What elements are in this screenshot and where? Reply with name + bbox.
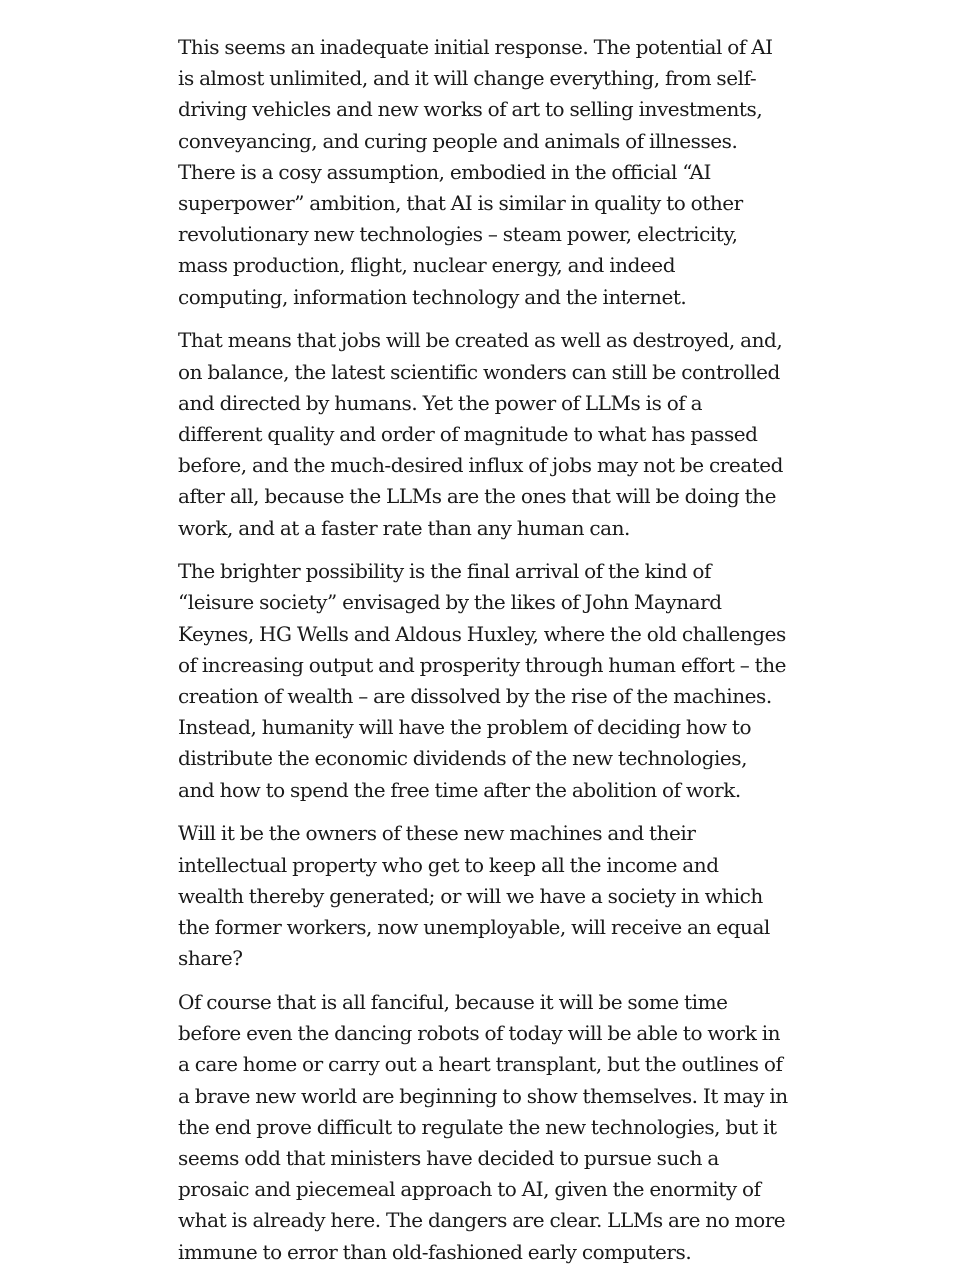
article-body	[178, 32, 788, 1280]
article-paragraph: That means that jobs will be created as well as destroyed, and, on balance, the latest scientific wonders can still be controlled and directed by humans. Yet the power of LLMs is of a different quality and order of magnitude to what has passed before, and the much-desired influx of jobs may not be created after all, because the LLMs are the ones that will be doing the work, and at a faster rate than any human can.	[178, 328, 784, 540]
article-paragraph: This seems an inadequate initial response. The potential of AI is almost unlimited, and it will change everything, from self-driving vehicles and new works of art to selling investments, conveyancing, and curing people and animals of illnesses. There is a cosy assumption, embodied in the official “AI superpower” ambition, that AI is similar in quality to other revolutionary new technologies – steam power, electricity, mass production, flight, nuclear energy, and indeed computing, information technology and the internet.	[178, 35, 773, 309]
article-paragraph: Will it be the owners of these new machines and their intellectual property who get to keep all the income and wealth thereby generated; or will we have a society in which the former workers, now unemployable, will receive an equal share?	[178, 821, 770, 971]
article-paragraph: Of course that is all fanciful, because it will be some time before even the dancing robots of today will be able to work in a care home or carry out a heart transplant, but the outlines of a brave new world are beginning to show themselves. It may in the end prove difficult to regulate the new technologies, but it seems odd that ministers have decided to pursue such a prosaic and piecemeal approach to AI, given the enormity of what is already here. The dangers are clear. LLMs are no more immune to error than old-fashioned early computers.	[178, 989, 788, 1264]
article-paragraph: The brighter possibility is the final arrival of the kind of “leisure society” envisaged by the likes of John Maynard Keynes, HG Wells and Aldous Huxley, where the old challenges of increasing output and prosperity through human effort – the creation of wealth – are dissolved by the rise of the machines. Instead, humanity will have the problem of deciding how to distribute the economic dividends of the new technologies, and how to spend the free time after the abolition of work.	[178, 559, 787, 802]
